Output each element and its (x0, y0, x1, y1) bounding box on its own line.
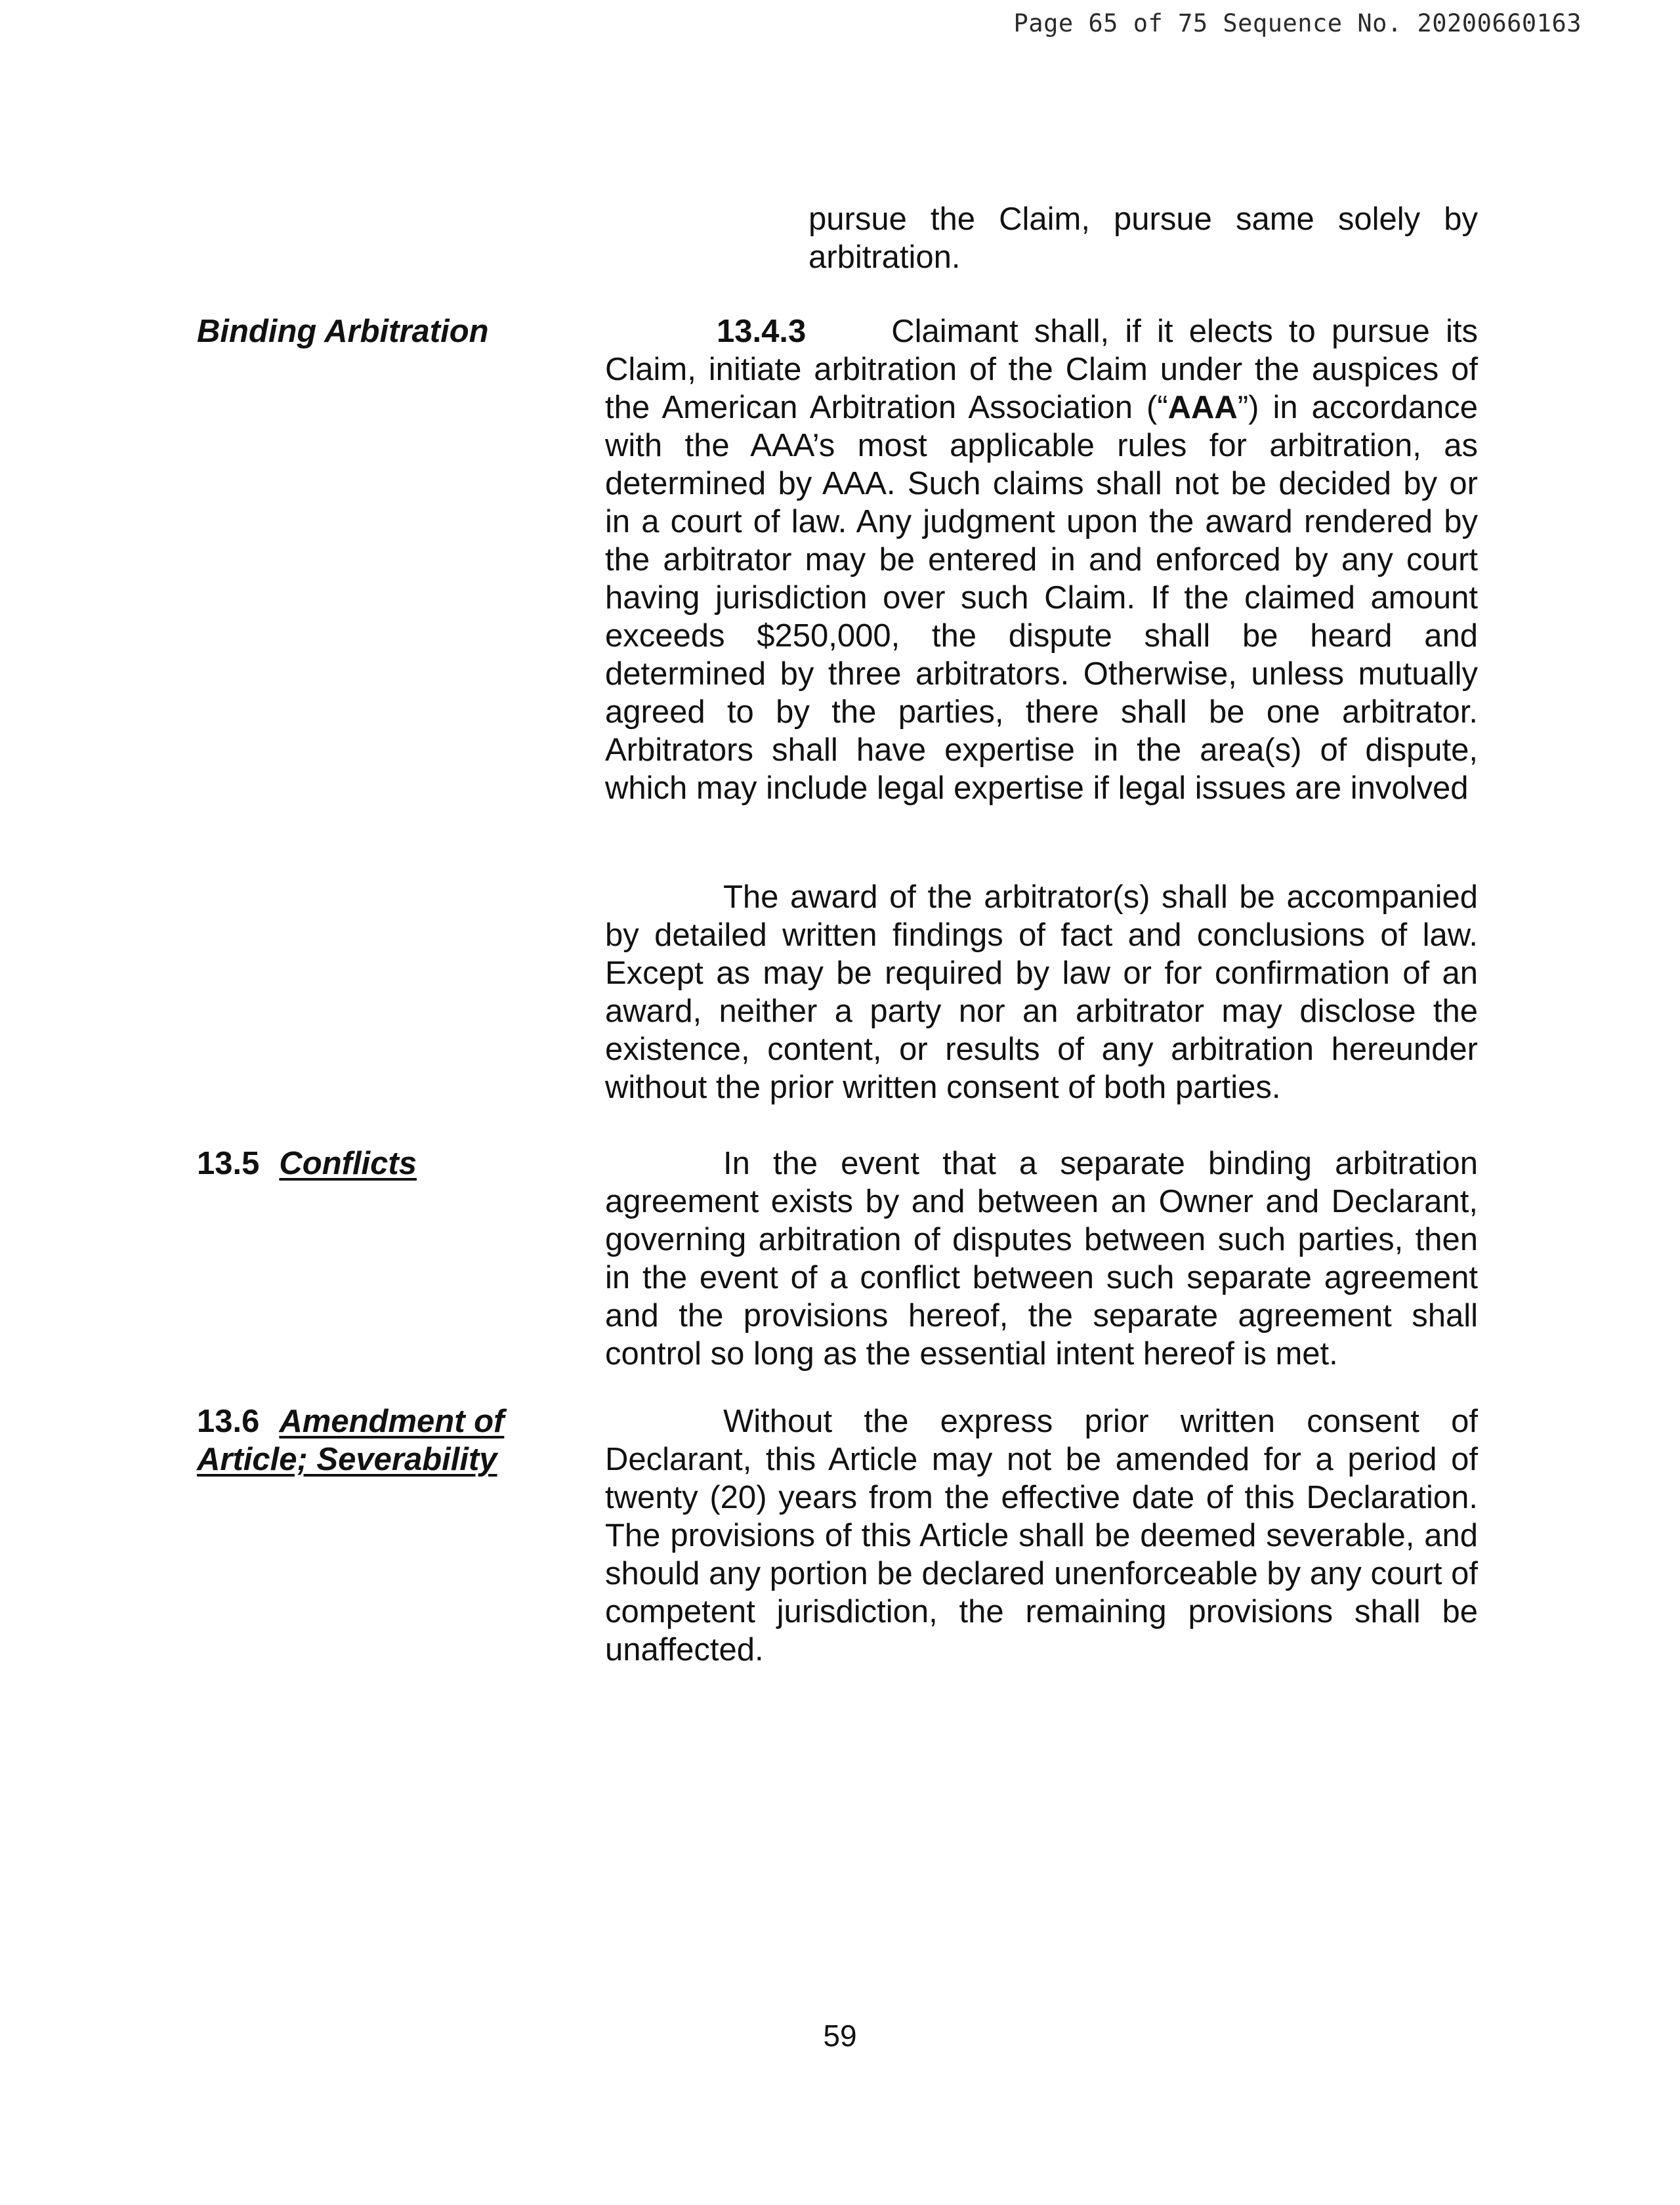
conflicts-title: Conflicts (279, 1146, 417, 1181)
section-13-4-3-paragraph (605, 312, 1478, 807)
award-paragraph: The award of the arbitrator(s) shall be accompanied by detailed written findings of fact and conclusions of law. Except as may be required by law or for confirmation of an award, neither a party nor an arbitrator may disclose the existence, content, or results of any arbitration hereunder without the prior written consent of both parties. (605, 879, 1478, 1105)
page-header-sequence: Page 65 of 75 Sequence No. 20200660163 (1013, 9, 1582, 37)
section-number-13-4-3: 13.4.3 (717, 314, 807, 349)
side-heading-conflicts (197, 1144, 564, 1183)
aaa-defined-term: AAA (1167, 390, 1238, 425)
amendment-title-line2: Article; Severability (197, 1442, 497, 1477)
side-heading-binding-arbitration (197, 312, 564, 350)
amendment-paragraph: Without the express prior written consent of Declarant, this Article may not be amended for a period of twenty (20) years from the effective date of this Declaration. The provisions of this Article shall be deemed severable, and should any portion be declared unenforceable by any court of competent jurisdiction, the remaining provisions shall be unaffected. (605, 1404, 1478, 1668)
page-number: 59 (823, 2019, 857, 2053)
conflicts-paragraph: In the event that a separate binding arbitration agreement exists by and between an Owner and Declarant, governing arbitration of disputes between such parties, then in the event of a conflict between such separate agreement and the provisions hereof, the separate agreement shall control so long as the essential intent hereof is met. (605, 1146, 1478, 1372)
section-13-4-3-text-part1: Claimant shall, if it elects to pursue its Claim, initiate arbitration of the Claim under the auspices of the American Arbitration Association (“ (605, 314, 1478, 425)
section-number-13-6: 13.6 (197, 1404, 260, 1439)
section-number-13-5: 13.5 (197, 1146, 260, 1181)
binding-arbitration-title: Binding Arbitration (197, 314, 489, 349)
section-13-4-3-text-part2: ”) in accordance with the AAA’s most applicable rules for arbitration, as determined by AAA. Such claims shall not be decided by or in a court of law. Any judgment upon the award rendered by the arbitrator may be entered in and enforced by any court having jurisdiction over such Claim. If the claimed amount exceeds $250,000, the dispute shall be heard and determined by three arbitrators. Otherwise, unless mutually agreed to by the parties, there shall be one arbitrator. Arbitrators shall have expertise in the area(s) of dispute, which may include legal expertise if legal issues are involved (605, 390, 1479, 806)
amendment-title-line1: Amendment of (279, 1404, 505, 1439)
continuation-paragraph: pursue the Claim, pursue same solely by arbitration. (808, 201, 1478, 275)
side-heading-amendment (197, 1402, 564, 1479)
